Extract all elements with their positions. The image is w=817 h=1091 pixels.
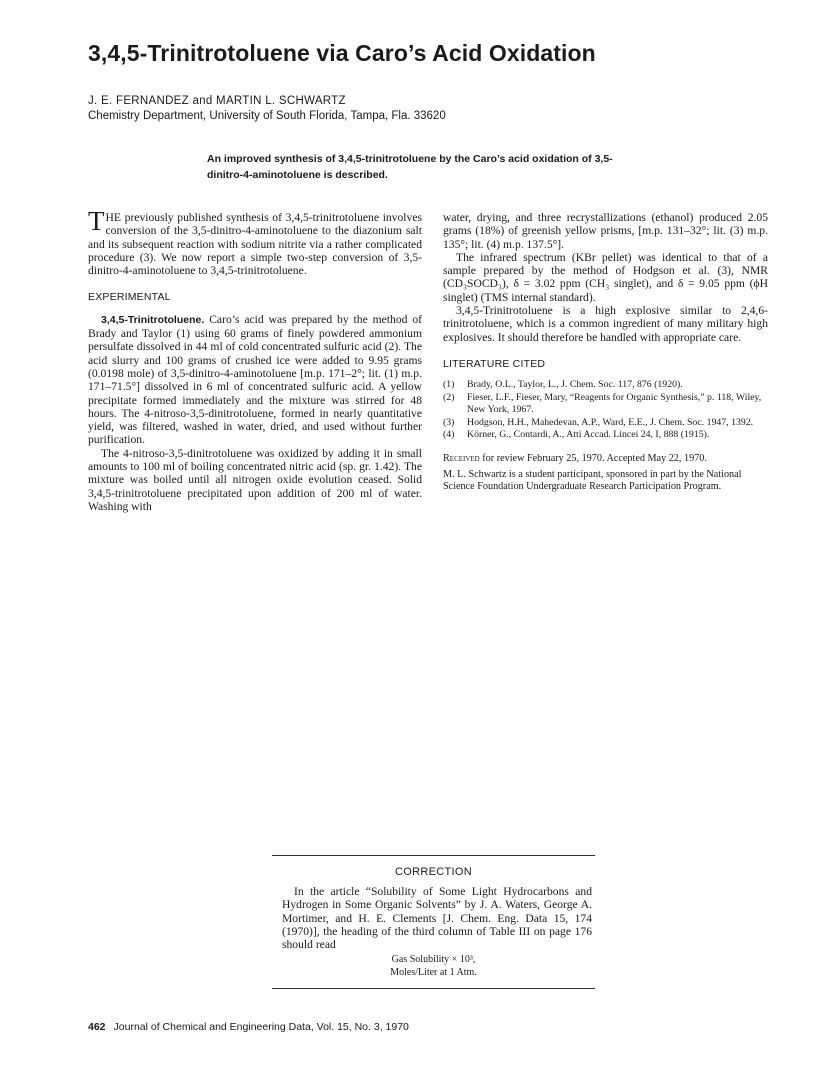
experimental-paragraph-2: The 4-nitroso-3,5-dinitrotoluene was oxidized by adding it in small amounts to 100 ml of boiling concentrated nitric acid (sp. gr. 1.42). The mixture was boiled until all nitrogen oxide evolution ceased. Solid 3,4,5-trinitrotoluene precipitated upon addition of 200 ml of water. Washing with — [88, 446, 422, 513]
reference-text: Hodgson, H.H., Mahedevan, A.P., Ward, E.E., J. Chem. Soc. 1947, 1392. — [467, 416, 754, 428]
sponsorship-note: M. L. Schwartz is a student participant, sponsored in part by the National Science Foundation Undergraduate Research Participation Program. — [443, 468, 742, 493]
received-label: Received — [443, 453, 480, 465]
page-footer — [88, 1021, 409, 1033]
reference-number: (4) — [443, 429, 455, 441]
experimental-heading: EXPERIMENTAL — [88, 291, 171, 304]
experimental-paragraph-5: 3,4,5-Trinitrotoluene is a high explosive similar to 2,4,6-trinitrotoluene, which is a common ingredient of many military high explosives. It should therefore be handled with appropriate care. — [443, 304, 768, 344]
reference-number: (1) — [443, 379, 455, 391]
page-number: 462 — [88, 1021, 106, 1033]
literature-heading: LITERATURE CITED — [443, 357, 546, 370]
left-column — [88, 206, 422, 513]
correction-top-rule — [272, 855, 595, 856]
reference-item — [443, 379, 768, 391]
drop-cap: T — [88, 206, 105, 236]
experimental-paragraph-1 — [88, 313, 422, 447]
reference-text: Fieser, L.F., Fieser, Mary, “Reagents for Organic Synthesis,” p. 118, Wiley, New York, 1967. — [467, 392, 762, 415]
experimental-paragraph-3: water, drying, and three recrystallizations (ethanol) produced 2.05 grams (18%) of greenish yellow prisms, [m.p. 131–32°; lit. (3) m.p. 135°; lit. (4) m.p. 137.5°]. — [443, 211, 768, 251]
affiliation: Chemistry Department, University of South Florida, Tampa, Fla. 33620 — [88, 110, 446, 122]
intro-text: HE previously published synthesis of 3,4,5-trinitrotoluene involves conversion of the 3,5-dinitro-4-aminotoluene to the diazonium salt and its subsequent reaction with sodium nitrite via a rather complicated procedure (3). We now report a simple two-step conversion of 3,5-dinitro-4-aminotoluene to 3,4,5-trinitrotoluene. — [88, 211, 422, 278]
intro-paragraph — [88, 206, 422, 278]
correction-formula-line-1: Gas Solubility × 10³, — [391, 954, 476, 965]
reference-text: Körner, G., Contardi, A., Atti Accad. Lincei 24, I, 888 (1915). — [467, 429, 710, 441]
run-in-heading: 3,4,5-Trinitrotoluene. — [101, 313, 205, 326]
journal-citation: Journal of Chemical and Engineering Data, Vol. 15, No. 3, 1970 — [113, 1021, 409, 1033]
correction-formula-line-2: Moles/Liter at 1 Atm. — [390, 967, 477, 978]
received-dates: for review February 25, 1970. Accepted May 22, 1970. — [479, 453, 707, 465]
experimental-paragraph-4: The infrared spectrum (KBr pellet) was identical to that of a sample prepared by the method of Hodgson et al. (3), NMR (CD₃SOCD₃), δ = 3.02 ppm (CH₃ singlet), and δ = 9.05 ppm (ϕH singlet) (TMS internal standard). — [443, 250, 768, 304]
correction-heading: CORRECTION — [395, 866, 472, 878]
reference-number: (2) — [443, 392, 455, 404]
article-title: 3,4,5-Trinitrotoluene via Caro’s Acid Oxidation — [88, 40, 596, 66]
correction-body: In the article “Solubility of Some Light Hydrocarbons and Hydrogen in Some Organic Solvents” by J. A. Waters, George A. Mortimer, and H. E. Clements [J. Chem. Eng. Data 15, 174 (1970)], the heading of the third column of Table III on page 176 should read — [282, 885, 592, 952]
experimental-text-1: Caro’s acid was prepared by the method of Brady and Taylor (1) using 60 grams of finely powdered ammonium persulfate dissolved in 44 ml of cold concentrated sulfuric acid (2). The acid slurry and 100 grams of crushed ice were added to 9.95 grams (0.0198 mole) of 3,5-dinitro-4-aminotoluene [m.p. 171–2°; lit. (1) m.p. 171–71.5°] dissolved in 6 ml of concentrated sulfuric acid. A yellow precipitate formed immediately and the mixture was stirred for 48 hours. The 4-nitroso-3,5-dinitrotoluene, formed in nearly quantitative yield, was filtered, washed in water, dried, and used without further purification. — [88, 312, 422, 447]
reference-item — [443, 392, 768, 416]
correction-bottom-rule — [272, 988, 595, 989]
received-note — [443, 453, 768, 466]
reference-item — [443, 417, 768, 429]
right-column — [443, 211, 768, 494]
reference-text: Brady, O.L., Taylor, L., J. Chem. Soc. 117, 876 (1920). — [467, 379, 683, 391]
abstract: An improved synthesis of 3,4,5-trinitrotoluene by the Caro’s acid oxidation of 3,5-dinitro-4-aminotoluene is described. — [207, 153, 613, 181]
reference-list — [443, 379, 768, 441]
reference-item — [443, 429, 768, 441]
reference-number: (3) — [443, 416, 455, 428]
authors: J. E. FERNANDEZ and MARTIN L. SCHWARTZ — [88, 95, 346, 107]
